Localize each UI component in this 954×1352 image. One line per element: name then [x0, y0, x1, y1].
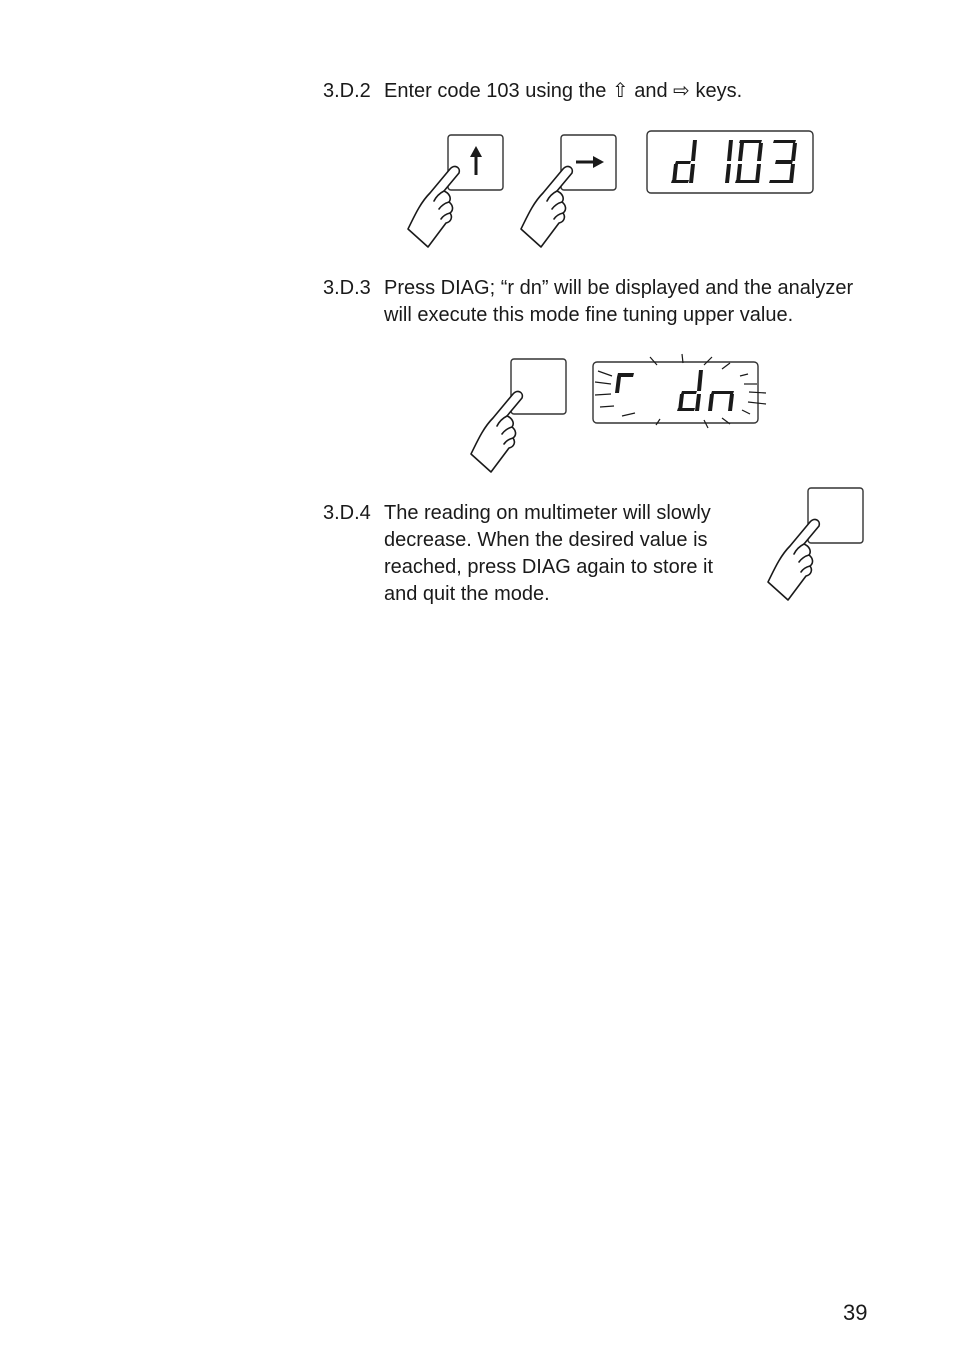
lcd-display-r-dn-flashing [593, 354, 766, 428]
step-line: and quit the mode. [384, 583, 550, 605]
up-key[interactable] [448, 135, 503, 190]
step-3d3-figure [460, 348, 790, 476]
pointing-hand-icon [521, 166, 572, 247]
step-line: will execute this mode fine tuning upper value. [384, 304, 794, 326]
step-number: 3.D.2 [323, 80, 371, 102]
step-text [384, 78, 742, 105]
step-line: reached, press DIAG again to store it [384, 556, 714, 578]
page-number: 39 [843, 1300, 868, 1325]
diag-key[interactable] [511, 359, 566, 414]
step-line: Press DIAG; “r dn” will be displayed and the analyzer [384, 277, 854, 299]
step-text [384, 275, 853, 329]
diag-key[interactable] [808, 488, 863, 543]
step-text [384, 500, 713, 608]
step-number: 3.D.4 [323, 502, 371, 524]
right-key[interactable] [561, 135, 616, 190]
step-3d2-figure [400, 128, 820, 253]
pointing-hand-icon [768, 519, 819, 600]
step-number: 3.D.3 [323, 277, 371, 299]
pointing-hand-icon [471, 391, 522, 472]
lcd-display-d103 [647, 131, 813, 193]
step-line: The reading on multimeter will slowly [384, 502, 711, 524]
pointing-hand-icon [408, 166, 459, 247]
step-3d4-figure [760, 480, 870, 605]
step-line: Enter code 103 using the ⇧ and ⇨ keys. [384, 80, 743, 102]
step-line: decrease. When the desired value is [384, 529, 708, 551]
